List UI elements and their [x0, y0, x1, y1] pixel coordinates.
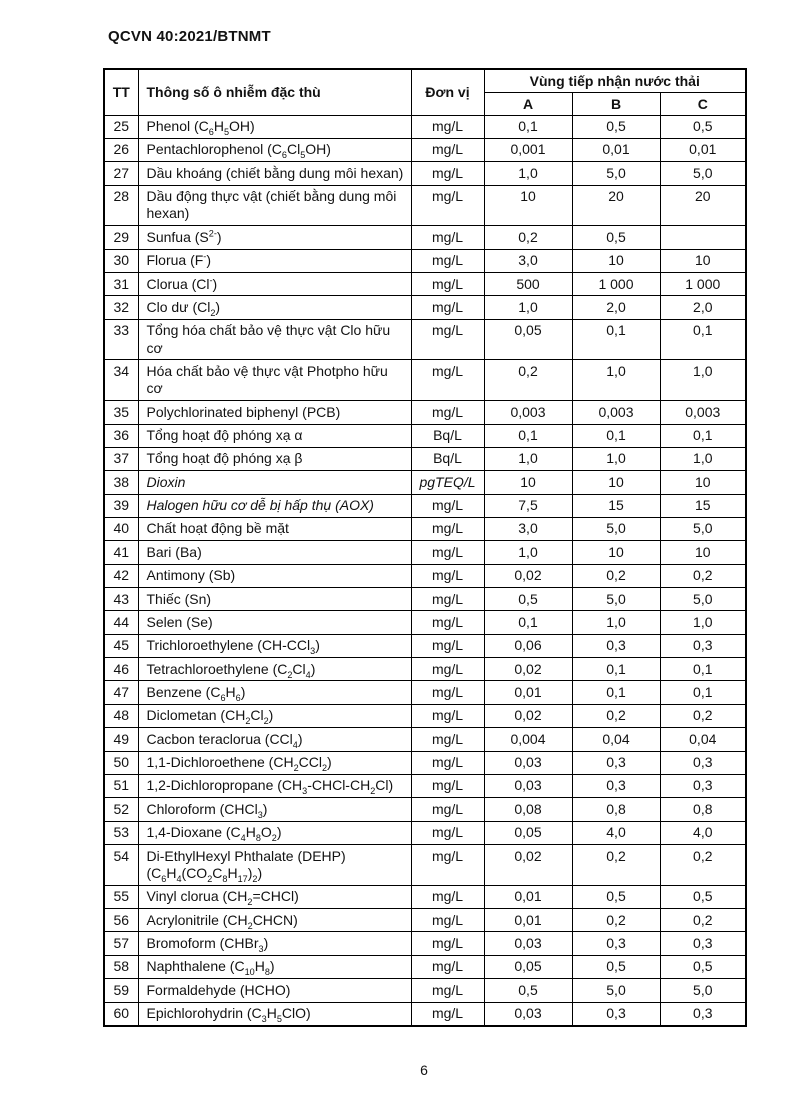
row-number-cell: 39 [104, 494, 138, 517]
value-b-cell: 1,0 [572, 360, 660, 401]
table-row [104, 885, 746, 908]
unit-cell: mg/L [411, 885, 484, 908]
unit-cell: mg/L [411, 401, 484, 424]
table-row [104, 115, 746, 138]
value-c-cell: 20 [660, 185, 746, 226]
table-row [104, 471, 746, 494]
value-b-cell: 5,0 [572, 588, 660, 611]
value-a-cell: 0,003 [484, 401, 572, 424]
value-a-cell: 0,01 [484, 681, 572, 704]
value-b-cell: 0,1 [572, 681, 660, 704]
parameter-cell: Tổng hóa chất bảo vệ thực vật Clo hữu cơ [138, 319, 411, 360]
table-row [104, 447, 746, 470]
table-row [104, 634, 746, 657]
value-a-cell: 1,0 [484, 541, 572, 564]
table-row [104, 979, 746, 1002]
unit-cell: mg/L [411, 138, 484, 161]
table-header [104, 69, 746, 115]
value-c-cell: 5,0 [660, 162, 746, 185]
row-number-cell: 59 [104, 979, 138, 1002]
value-b-cell: 0,2 [572, 704, 660, 727]
unit-cell: mg/L [411, 115, 484, 138]
unit-cell: mg/L [411, 226, 484, 249]
table-row [104, 798, 746, 821]
parameter-cell: Bari (Ba) [138, 541, 411, 564]
parameter-cell: Pentachlorophenol $(C_6Cl_5OH)$ [138, 138, 411, 161]
value-a-cell: 0,01 [484, 909, 572, 932]
header-parameter: Thông số ô nhiễm đặc thù [138, 69, 411, 115]
value-c-cell: 0,8 [660, 798, 746, 821]
row-number-cell: 48 [104, 704, 138, 727]
value-b-cell: 0,2 [572, 845, 660, 886]
unit-cell: mg/L [411, 821, 484, 844]
parameter-cell: Di-EthylHexyl Phthalate (DEHP) $(C_6H_4(CO_2C_8H_{17})_2)$ [138, 845, 411, 886]
value-a-cell: 0,08 [484, 798, 572, 821]
value-a-cell: 0,5 [484, 588, 572, 611]
pollution-parameters-table [103, 68, 747, 1027]
value-a-cell: 0,2 [484, 226, 572, 249]
unit-cell: mg/L [411, 185, 484, 226]
value-b-cell: 0,5 [572, 226, 660, 249]
value-b-cell: 0,04 [572, 728, 660, 751]
value-a-cell: 0,06 [484, 634, 572, 657]
parameter-cell: Phenol $(C_6H_5OH)$ [138, 115, 411, 138]
value-b-cell: 5,0 [572, 979, 660, 1002]
value-b-cell: 0,3 [572, 932, 660, 955]
value-a-cell: 0,03 [484, 774, 572, 797]
table-row [104, 1002, 746, 1026]
parameter-cell: Dioxin [138, 471, 411, 494]
parameter-cell: Florua (F-) [138, 249, 411, 272]
row-number-cell: 60 [104, 1002, 138, 1026]
parameter-cell: 1,4-Dioxane $(C_4H_8O_2)$ [138, 821, 411, 844]
table-row [104, 751, 746, 774]
unit-cell: mg/L [411, 681, 484, 704]
row-number-cell: 49 [104, 728, 138, 751]
table-row [104, 728, 746, 751]
value-a-cell: 0,1 [484, 424, 572, 447]
row-number-cell: 34 [104, 360, 138, 401]
value-b-cell: 15 [572, 494, 660, 517]
value-b-cell: 10 [572, 249, 660, 272]
value-c-cell: 1,0 [660, 447, 746, 470]
value-c-cell: 5,0 [660, 588, 746, 611]
parameter-cell: Tổng hoạt độ phóng xạ α [138, 424, 411, 447]
value-a-cell: 0,001 [484, 138, 572, 161]
value-c-cell: 0,003 [660, 401, 746, 424]
value-c-cell: 10 [660, 471, 746, 494]
value-a-cell: 7,5 [484, 494, 572, 517]
value-b-cell: 0,2 [572, 909, 660, 932]
unit-cell: mg/L [411, 728, 484, 751]
value-b-cell: 20 [572, 185, 660, 226]
value-a-cell: 0,02 [484, 658, 572, 681]
parameter-cell: Naphthalene $(C_{10}H_8)$ [138, 955, 411, 978]
value-c-cell: 2,0 [660, 296, 746, 319]
parameter-cell: Tetrachloroethylene $(C_2Cl_4)$ [138, 658, 411, 681]
unit-cell: mg/L [411, 517, 484, 540]
value-b-cell: 4,0 [572, 821, 660, 844]
value-c-cell: 0,3 [660, 1002, 746, 1026]
table-row [104, 360, 746, 401]
value-a-cell: 0,05 [484, 821, 572, 844]
parameter-cell: Clorua (Cl-) [138, 273, 411, 296]
unit-cell: mg/L [411, 909, 484, 932]
value-b-cell: 0,5 [572, 115, 660, 138]
table-row [104, 226, 746, 249]
value-a-cell: 0,02 [484, 704, 572, 727]
unit-cell: Bq/L [411, 447, 484, 470]
value-b-cell: 0,1 [572, 658, 660, 681]
value-a-cell: 0,02 [484, 845, 572, 886]
row-number-cell: 27 [104, 162, 138, 185]
value-b-cell: 0,8 [572, 798, 660, 821]
value-b-cell: 1,0 [572, 447, 660, 470]
value-a-cell: 1,0 [484, 447, 572, 470]
value-b-cell: 1,0 [572, 611, 660, 634]
row-number-cell: 35 [104, 401, 138, 424]
unit-cell: mg/L [411, 774, 484, 797]
row-number-cell: 56 [104, 909, 138, 932]
parameter-cell: Tổng hoạt độ phóng xạ β [138, 447, 411, 470]
table-row [104, 909, 746, 932]
row-number-cell: 57 [104, 932, 138, 955]
unit-cell: mg/L [411, 798, 484, 821]
value-c-cell: 0,01 [660, 138, 746, 161]
value-c-cell: 0,1 [660, 681, 746, 704]
row-number-cell: 58 [104, 955, 138, 978]
table-row [104, 774, 746, 797]
value-b-cell: 10 [572, 471, 660, 494]
table-row [104, 588, 746, 611]
value-a-cell: 0,004 [484, 728, 572, 751]
table-row [104, 249, 746, 272]
unit-cell: mg/L [411, 296, 484, 319]
unit-cell: mg/L [411, 273, 484, 296]
parameter-cell: Epichlorohydrin $(C_3H_5ClO)$ [138, 1002, 411, 1026]
row-number-cell: 44 [104, 611, 138, 634]
value-c-cell: 0,5 [660, 955, 746, 978]
value-a-cell: 0,1 [484, 611, 572, 634]
table-row [104, 541, 746, 564]
unit-cell: mg/L [411, 564, 484, 587]
value-c-cell: 5,0 [660, 517, 746, 540]
header-zone-c: C [660, 92, 746, 115]
value-c-cell: 0,2 [660, 909, 746, 932]
parameter-cell: Formaldehyde (HCHO) [138, 979, 411, 1002]
row-number-cell: 47 [104, 681, 138, 704]
header-unit: Đơn vị [411, 69, 484, 115]
unit-cell: mg/L [411, 494, 484, 517]
table-row [104, 296, 746, 319]
row-number-cell: 40 [104, 517, 138, 540]
table-row [104, 821, 746, 844]
row-number-cell: 32 [104, 296, 138, 319]
row-number-cell: 55 [104, 885, 138, 908]
value-a-cell: 0,5 [484, 979, 572, 1002]
row-number-cell: 41 [104, 541, 138, 564]
table-row [104, 424, 746, 447]
value-a-cell: 10 [484, 471, 572, 494]
value-a-cell: 1,0 [484, 296, 572, 319]
value-b-cell: 0,003 [572, 401, 660, 424]
value-b-cell: 0,3 [572, 751, 660, 774]
row-number-cell: 51 [104, 774, 138, 797]
table-row [104, 319, 746, 360]
value-a-cell: 0,03 [484, 751, 572, 774]
table-row [104, 401, 746, 424]
parameter-cell: Polychlorinated biphenyl (PCB) [138, 401, 411, 424]
parameter-cell: Chloroform (CHCl$_3$) [138, 798, 411, 821]
parameter-cell: Bromoform (CHBr$_3$) [138, 932, 411, 955]
parameter-cell: Benzene $(C_6H_6)$ [138, 681, 411, 704]
unit-cell: mg/L [411, 1002, 484, 1026]
value-b-cell: 0,5 [572, 955, 660, 978]
value-c-cell: 4,0 [660, 821, 746, 844]
table-row [104, 273, 746, 296]
value-c-cell: 0,3 [660, 634, 746, 657]
row-number-cell: 33 [104, 319, 138, 360]
value-a-cell: 0,05 [484, 955, 572, 978]
unit-cell: mg/L [411, 249, 484, 272]
table-row [104, 704, 746, 727]
value-c-cell: 1,0 [660, 360, 746, 401]
row-number-cell: 52 [104, 798, 138, 821]
row-number-cell: 28 [104, 185, 138, 226]
value-a-cell: 0,01 [484, 885, 572, 908]
value-c-cell: 1 000 [660, 273, 746, 296]
value-b-cell: 2,0 [572, 296, 660, 319]
value-c-cell: 0,3 [660, 932, 746, 955]
table-row [104, 845, 746, 886]
row-number-cell: 53 [104, 821, 138, 844]
table-row [104, 162, 746, 185]
unit-cell: mg/L [411, 704, 484, 727]
table-row [104, 185, 746, 226]
unit-cell: mg/L [411, 932, 484, 955]
unit-cell: mg/L [411, 162, 484, 185]
value-c-cell: 1,0 [660, 611, 746, 634]
value-c-cell: 0,2 [660, 704, 746, 727]
value-b-cell: 5,0 [572, 162, 660, 185]
value-a-cell: 0,2 [484, 360, 572, 401]
parameter-cell: Clo dư $(Cl_2)$ [138, 296, 411, 319]
value-b-cell: 0,01 [572, 138, 660, 161]
table-row [104, 932, 746, 955]
value-b-cell: 0,1 [572, 424, 660, 447]
unit-cell: mg/L [411, 319, 484, 360]
value-b-cell: 5,0 [572, 517, 660, 540]
page-number: 6 [420, 1062, 428, 1078]
row-number-cell: 50 [104, 751, 138, 774]
table-row [104, 611, 746, 634]
parameter-cell: Antimony (Sb) [138, 564, 411, 587]
row-number-cell: 45 [104, 634, 138, 657]
value-c-cell: 15 [660, 494, 746, 517]
value-b-cell: 0,2 [572, 564, 660, 587]
value-a-cell: 0,02 [484, 564, 572, 587]
value-c-cell: 0,3 [660, 774, 746, 797]
parameter-cell: Dầu khoáng (chiết bằng dung môi hexan) [138, 162, 411, 185]
parameter-cell: Dầu động thực vật (chiết bằng dung môi hexan) [138, 185, 411, 226]
value-c-cell: 0,1 [660, 658, 746, 681]
header-row-top [104, 69, 746, 92]
row-number-cell: 30 [104, 249, 138, 272]
value-c-cell: 0,2 [660, 564, 746, 587]
value-a-cell: 1,0 [484, 162, 572, 185]
parameter-cell: Hóa chất bảo vệ thực vật Photpho hữu cơ [138, 360, 411, 401]
unit-cell: mg/L [411, 634, 484, 657]
value-a-cell: 0,03 [484, 932, 572, 955]
unit-cell: mg/L [411, 845, 484, 886]
unit-cell: mg/L [411, 588, 484, 611]
header-receiving-zone: Vùng tiếp nhận nước thải [484, 69, 746, 92]
value-a-cell: 500 [484, 273, 572, 296]
table-row [104, 517, 746, 540]
unit-cell: mg/L [411, 360, 484, 401]
value-b-cell: 0,3 [572, 1002, 660, 1026]
unit-cell: mg/L [411, 979, 484, 1002]
parameter-cell: Cacbon teraclorua (CCl$_4$) [138, 728, 411, 751]
row-number-cell: 42 [104, 564, 138, 587]
row-number-cell: 26 [104, 138, 138, 161]
table-row [104, 955, 746, 978]
table-body [104, 115, 746, 1026]
parameter-cell: Diclometan $(CH_2Cl_2)$ [138, 704, 411, 727]
value-a-cell: 0,1 [484, 115, 572, 138]
table-row [104, 138, 746, 161]
row-number-cell: 54 [104, 845, 138, 886]
value-a-cell: 3,0 [484, 517, 572, 540]
parameter-cell: Sunfua $(S^{2-})$ [138, 226, 411, 249]
unit-cell: mg/L [411, 955, 484, 978]
value-c-cell: 0,1 [660, 424, 746, 447]
parameter-cell: Halogen hữu cơ dễ bị hấp thụ (AOX) [138, 494, 411, 517]
unit-cell: mg/L [411, 658, 484, 681]
value-a-cell: 10 [484, 185, 572, 226]
value-c-cell: 0,3 [660, 751, 746, 774]
parameter-cell: 1,2-Dichloropropane $(CH_3-CHCl-CH_2Cl)$ [138, 774, 411, 797]
parameter-cell: Vinyl clorua $(CH_2=CHCl)$ [138, 885, 411, 908]
value-c-cell: 0,2 [660, 845, 746, 886]
parameter-cell: Acrylonitrile $(CH_2CHCN)$ [138, 909, 411, 932]
header-tt: TT [104, 69, 138, 115]
header-zone-b: B [572, 92, 660, 115]
row-number-cell: 25 [104, 115, 138, 138]
parameter-cell: Selen (Se) [138, 611, 411, 634]
parameter-cell: Chất hoạt động bề mặt [138, 517, 411, 540]
value-a-cell: 0,05 [484, 319, 572, 360]
value-b-cell: 0,1 [572, 319, 660, 360]
table-row [104, 658, 746, 681]
table-row [104, 564, 746, 587]
document-header: QCVN 40:2021/BTNMT [108, 28, 271, 45]
row-number-cell: 36 [104, 424, 138, 447]
value-a-cell: 3,0 [484, 249, 572, 272]
value-b-cell: 0,3 [572, 774, 660, 797]
parameter-cell: Trichloroethylene (CH-CCl$_3$) [138, 634, 411, 657]
value-c-cell: 0,04 [660, 728, 746, 751]
unit-cell: pgTEQ/L [411, 471, 484, 494]
unit-cell: mg/L [411, 611, 484, 634]
parameter-cell: Thiếc (Sn) [138, 588, 411, 611]
value-c-cell: 0,1 [660, 319, 746, 360]
value-c-cell: 5,0 [660, 979, 746, 1002]
row-number-cell: 46 [104, 658, 138, 681]
unit-cell: mg/L [411, 541, 484, 564]
value-b-cell: 1 000 [572, 273, 660, 296]
table-row [104, 494, 746, 517]
value-c-cell: 10 [660, 541, 746, 564]
value-c-cell: 0,5 [660, 115, 746, 138]
table-row [104, 681, 746, 704]
value-c-cell [660, 226, 746, 249]
header-zone-a: A [484, 92, 572, 115]
value-c-cell: 10 [660, 249, 746, 272]
row-number-cell: 38 [104, 471, 138, 494]
value-b-cell: 10 [572, 541, 660, 564]
value-b-cell: 0,3 [572, 634, 660, 657]
value-b-cell: 0,5 [572, 885, 660, 908]
row-number-cell: 37 [104, 447, 138, 470]
value-c-cell: 0,5 [660, 885, 746, 908]
row-number-cell: 29 [104, 226, 138, 249]
row-number-cell: 31 [104, 273, 138, 296]
value-a-cell: 0,03 [484, 1002, 572, 1026]
parameter-cell: 1,1-Dichloroethene $(CH_2CCl_2)$ [138, 751, 411, 774]
row-number-cell: 43 [104, 588, 138, 611]
unit-cell: Bq/L [411, 424, 484, 447]
unit-cell: mg/L [411, 751, 484, 774]
